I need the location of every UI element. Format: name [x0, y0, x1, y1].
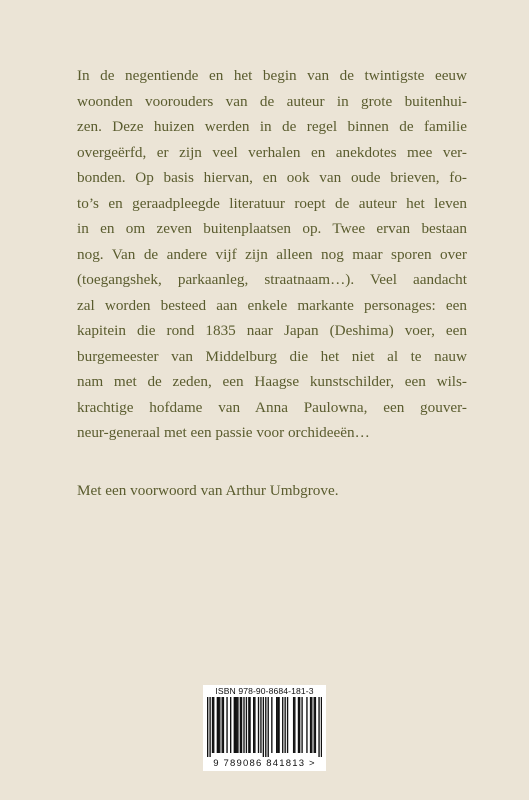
barcode-bar [284, 697, 285, 753]
isbn-label: ISBN 978-90-8684-181-3 [215, 686, 314, 696]
barcode-bar [310, 697, 311, 753]
blurb-text [77, 63, 467, 446]
barcode-bar [263, 697, 264, 757]
blurb-line: zen. Deze huizen werden in de regel binnen de familie [77, 118, 467, 135]
blurb-line: burgemeester van Middelburg die het niet al te nauw [77, 347, 467, 365]
barcode-bar [282, 697, 283, 753]
barcode-bar [241, 697, 242, 753]
blurb-line: bonden. Op basis hiervan, en ook van oude brieven, fo- [77, 169, 467, 186]
barcode-bar [293, 697, 294, 753]
barcode-bar [212, 697, 213, 753]
barcode-digits: 9 789086 841813 > [213, 758, 316, 769]
barcode-bar [207, 697, 208, 757]
isbn-barcode [203, 685, 326, 771]
barcode-bar [311, 697, 312, 753]
blurb-line: zal worden besteed aan enkele markante personages: een [77, 296, 467, 314]
blurb-line: In de negentiende en het begin van de twintigste eeuw [77, 67, 467, 84]
barcode-bar [240, 697, 241, 753]
barcode-bar [217, 697, 218, 753]
barcode-bar [287, 697, 288, 753]
blurb-line: overgeërfd, er zijn veel verhalen en anekdotes mee ver- [77, 143, 467, 161]
barcode-bar [271, 697, 272, 753]
blurb-line: in en om zeven buitenplaatsen op. Twee ervan bestaan [77, 220, 467, 237]
barcode-bar [268, 697, 269, 757]
barcode-bar [226, 697, 227, 753]
barcode-bar [223, 697, 224, 753]
barcode-bar [298, 697, 299, 753]
blurb-line: neur-generaal met een passie voor orchideeën… [77, 424, 370, 441]
barcode-bar [260, 697, 261, 753]
barcode-bar [253, 697, 254, 753]
barcode-bar [234, 697, 235, 753]
preface-credit: Met een voorwoord van Arthur Umbgrove. [77, 482, 339, 499]
barcode-bar [314, 697, 315, 753]
blurb-line: to’s en geraadpleegde literatuur roept de auteur het leven [77, 194, 467, 212]
barcode-bar [277, 697, 278, 753]
barcode-bar [235, 697, 236, 753]
barcode-bar [278, 697, 279, 753]
barcode-bar [254, 697, 255, 753]
barcode-bar [265, 697, 266, 757]
blurb-line: kapitein die rond 1835 naar Japan (Deshima) voer, een [77, 322, 467, 339]
blurb-line: krachtige hofdame van Anna Paulowna, een gouver- [77, 398, 467, 416]
blurb-line: nog. Van de andere vijf zijn alleen nog maar sporen over [77, 245, 467, 263]
barcode-bar [219, 697, 220, 753]
barcode-bar [246, 697, 247, 753]
barcode-bar [258, 697, 259, 753]
barcode-bar [306, 697, 307, 753]
blurb-line: (toegangshek, parkaanleg, straatnaam…). Veel aandacht [77, 271, 467, 288]
barcode-bar [318, 697, 319, 757]
barcode-bar [218, 697, 219, 753]
barcode-bar [243, 697, 244, 753]
barcode-bar [237, 697, 238, 753]
barcode-bar [294, 697, 295, 753]
barcode-bar [248, 697, 249, 753]
barcode-bar [249, 697, 250, 753]
barcode-bar [321, 697, 322, 757]
barcode-bar [276, 697, 277, 753]
barcode-bar [236, 697, 237, 753]
barcode-bar [209, 697, 210, 757]
barcode-bars [207, 697, 322, 757]
barcode-bar [222, 697, 223, 753]
barcode-bar [230, 697, 231, 753]
barcode-bar [299, 697, 300, 753]
barcode-bar [301, 697, 302, 753]
barcode-bar [213, 697, 214, 753]
barcode-bar [315, 697, 316, 753]
blurb-line: nam met de zeden, een Haagse kunstschilder, een wils- [77, 373, 467, 390]
blurb-line: woonden voorouders van de auteur in grote buitenhui- [77, 92, 467, 110]
